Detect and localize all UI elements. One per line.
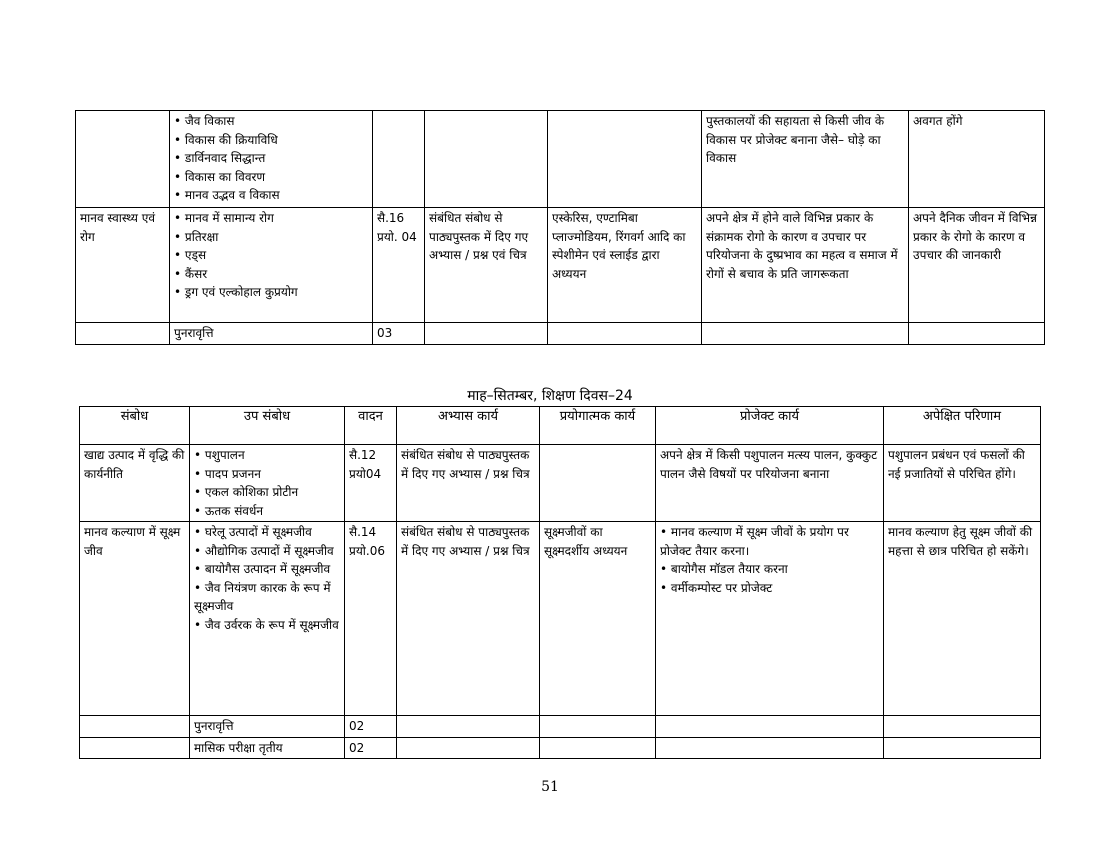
column-header: अभ्यास कार्य: [397, 407, 540, 445]
table-row: [80, 445, 1041, 522]
parinam-cell: मानव कल्याण हेतु सूक्ष्म जीवों की महत्ता से छात्र परिचित हो सकेंगे।: [884, 522, 1041, 716]
list-item: • वर्मीकम्पोस्ट पर प्रोजेक्ट: [660, 579, 879, 598]
project-cell: [656, 522, 884, 716]
list-item: • डार्विनवाद सिद्धान्त: [174, 149, 368, 168]
table-row: [80, 522, 1041, 716]
list-item: • मानव कल्याण में सूक्ष्म जीवों के प्रयोग पर प्रोजेक्ट तैयार करना।: [660, 523, 879, 560]
abhyas-cell: संबंधित संबोध से पाठ्यपुस्तक में दिए गए अभ्यास / प्रश्न चित्र: [397, 522, 540, 716]
upsambodh-cell: पुनरावृत्ति: [170, 323, 373, 345]
table-row: [76, 208, 1045, 323]
column-header: प्रोजेक्ट कार्य: [656, 407, 884, 445]
vadan-cell: सै.14 प्रयो.06: [345, 522, 397, 716]
parinam-cell: अवगत होंगे: [909, 111, 1045, 208]
project-cell: अपने क्षेत्र में होने वाले विभिन्न प्रकार के संक्रामक रोगो के कारण व उपचार पर परियोजना के दुष्प्रभाव का महत्व व समाज में रोगों से बचाव के प्रति जागरूकता: [702, 208, 909, 323]
abhyas-cell: संबंधित संबोध से पाठ्यपुस्तक में दिए गए अभ्यास / प्रश्न एवं चित्र: [425, 208, 548, 323]
vadan-cell: 03: [373, 323, 425, 345]
prayog-cell: [548, 111, 702, 208]
list-item: • जैव नियंत्रण कारक के रूप में सूक्ष्मजीव: [194, 579, 340, 616]
table-row: [80, 716, 1041, 738]
list-item: • एकल कोशिका प्रोटीन: [194, 483, 340, 502]
sambodh-cell: [76, 111, 170, 208]
sambodh-cell: [80, 716, 190, 738]
vadan-cell: 02: [345, 737, 397, 759]
parinam-cell: [884, 737, 1041, 759]
list-item: • जैव विकास: [174, 112, 368, 131]
project-cell: [656, 737, 884, 759]
table-header-row: [80, 407, 1041, 445]
syllabus-table-september: [79, 406, 1041, 759]
list-item: • विकास की क्रियाविधि: [174, 131, 368, 150]
column-header: संबोध: [80, 407, 190, 445]
project-cell: पुस्तकालयों की सहायता से किसी जीव के विकास पर प्रोजेक्ट बनाना जैसे– घोड़े का विकास: [702, 111, 909, 208]
list-item: • मानव उद्भव व विकास: [174, 186, 368, 205]
list-item: • कैंसर: [174, 265, 368, 284]
syllabus-table-continued: [75, 110, 1045, 345]
column-header: वादन: [345, 407, 397, 445]
prayog-cell: सूक्ष्मजीवों का सूक्ष्मदर्शीय अध्ययन: [540, 522, 656, 716]
abhyas-cell: [397, 716, 540, 738]
project-cell: [656, 716, 884, 738]
list-item: • घरेलू उत्पादों में सूक्ष्मजीव: [194, 523, 340, 542]
prayog-cell: [548, 323, 702, 345]
abhyas-cell: [425, 323, 548, 345]
vadan-cell: सै.16 प्रयो. 04: [373, 208, 425, 323]
list-item: • विकास का विवरण: [174, 168, 368, 187]
upsambodh-cell: पुनरावृत्ति: [190, 716, 345, 738]
upsambodh-cell: [170, 208, 373, 323]
list-item: • ड्रग एवं एल्कोहाल कुप्रयोग: [174, 283, 368, 302]
list-item: • जैव उर्वरक के रूप में सूक्ष्मजीव: [194, 616, 340, 635]
list-item: • मानव में सामान्य रोग: [174, 209, 368, 228]
prayog-cell: [540, 445, 656, 522]
abhyas-cell: [397, 737, 540, 759]
prayog-cell: एस्केरिस, एण्टामिबा प्लाज्मोडियम, रिंगवर्ग आदि का स्पेशीमेन एवं स्लाईड द्वारा अध्ययन: [548, 208, 702, 323]
sambodh-cell: खाद्य उत्पाद में वृद्धि की कार्यनीति: [80, 445, 190, 522]
month-heading: माह–सितम्बर, शिक्षण दिवस–24: [467, 388, 633, 404]
upsambodh-cell: मासिक परीक्षा तृतीय: [190, 737, 345, 759]
column-header: अपेक्षित परिणाम: [884, 407, 1041, 445]
table-row: [76, 111, 1045, 208]
upsambodh-cell: [170, 111, 373, 208]
parinam-cell: [884, 716, 1041, 738]
sambodh-cell: मानव कल्याण में सूक्ष्म जीव: [80, 522, 190, 716]
prayog-cell: [540, 737, 656, 759]
table-row: [76, 323, 1045, 345]
project-cell: [702, 323, 909, 345]
list-item: • बायोगैस मॉडल तैयार करना: [660, 560, 879, 579]
project-cell: अपने क्षेत्र में किसी पशुपालन मत्स्य पालन, कुक्कुट पालन जैसे विषयों पर परियोजना बनाना: [656, 445, 884, 522]
upsambodh-cell: [190, 445, 345, 522]
vadan-cell: [373, 111, 425, 208]
column-header: उप संबोध: [190, 407, 345, 445]
parinam-cell: पशुपालन प्रबंधन एवं फसलों की नई प्रजातियों से परिचित होंगे।: [884, 445, 1041, 522]
column-header: प्रयोगात्मक कार्य: [540, 407, 656, 445]
upsambodh-cell: [190, 522, 345, 716]
sambodh-cell: [76, 323, 170, 345]
vadan-cell: 02: [345, 716, 397, 738]
prayog-cell: [540, 716, 656, 738]
page-number: 51: [541, 779, 559, 795]
abhyas-cell: संबंधित संबोध से पाठ्यपुस्तक में दिए गए अभ्यास / प्रश्न चित्र: [397, 445, 540, 522]
list-item: • औद्योगिक उत्पादों में सूक्ष्मजीव: [194, 542, 340, 561]
list-item: • पादप प्रजनन: [194, 465, 340, 484]
vadan-cell: सै.12 प्रयो04: [345, 445, 397, 522]
list-item: • ऊतक संवर्धन: [194, 502, 340, 521]
list-item: • एड्स: [174, 246, 368, 265]
table-row: [80, 737, 1041, 759]
parinam-cell: अपने दैनिक जीवन में विभिन्न प्रकार के रोगो के कारण व उपचार की जानकारी: [909, 208, 1045, 323]
sambodh-cell: [80, 737, 190, 759]
parinam-cell: [909, 323, 1045, 345]
list-item: • पशुपालन: [194, 446, 340, 465]
sambodh-cell: मानव स्वास्थ्य एवं रोग: [76, 208, 170, 323]
abhyas-cell: [425, 111, 548, 208]
list-item: • बायोगैस उत्पादन में सूक्ष्मजीव: [194, 560, 340, 579]
list-item: • प्रतिरक्षा: [174, 228, 368, 247]
